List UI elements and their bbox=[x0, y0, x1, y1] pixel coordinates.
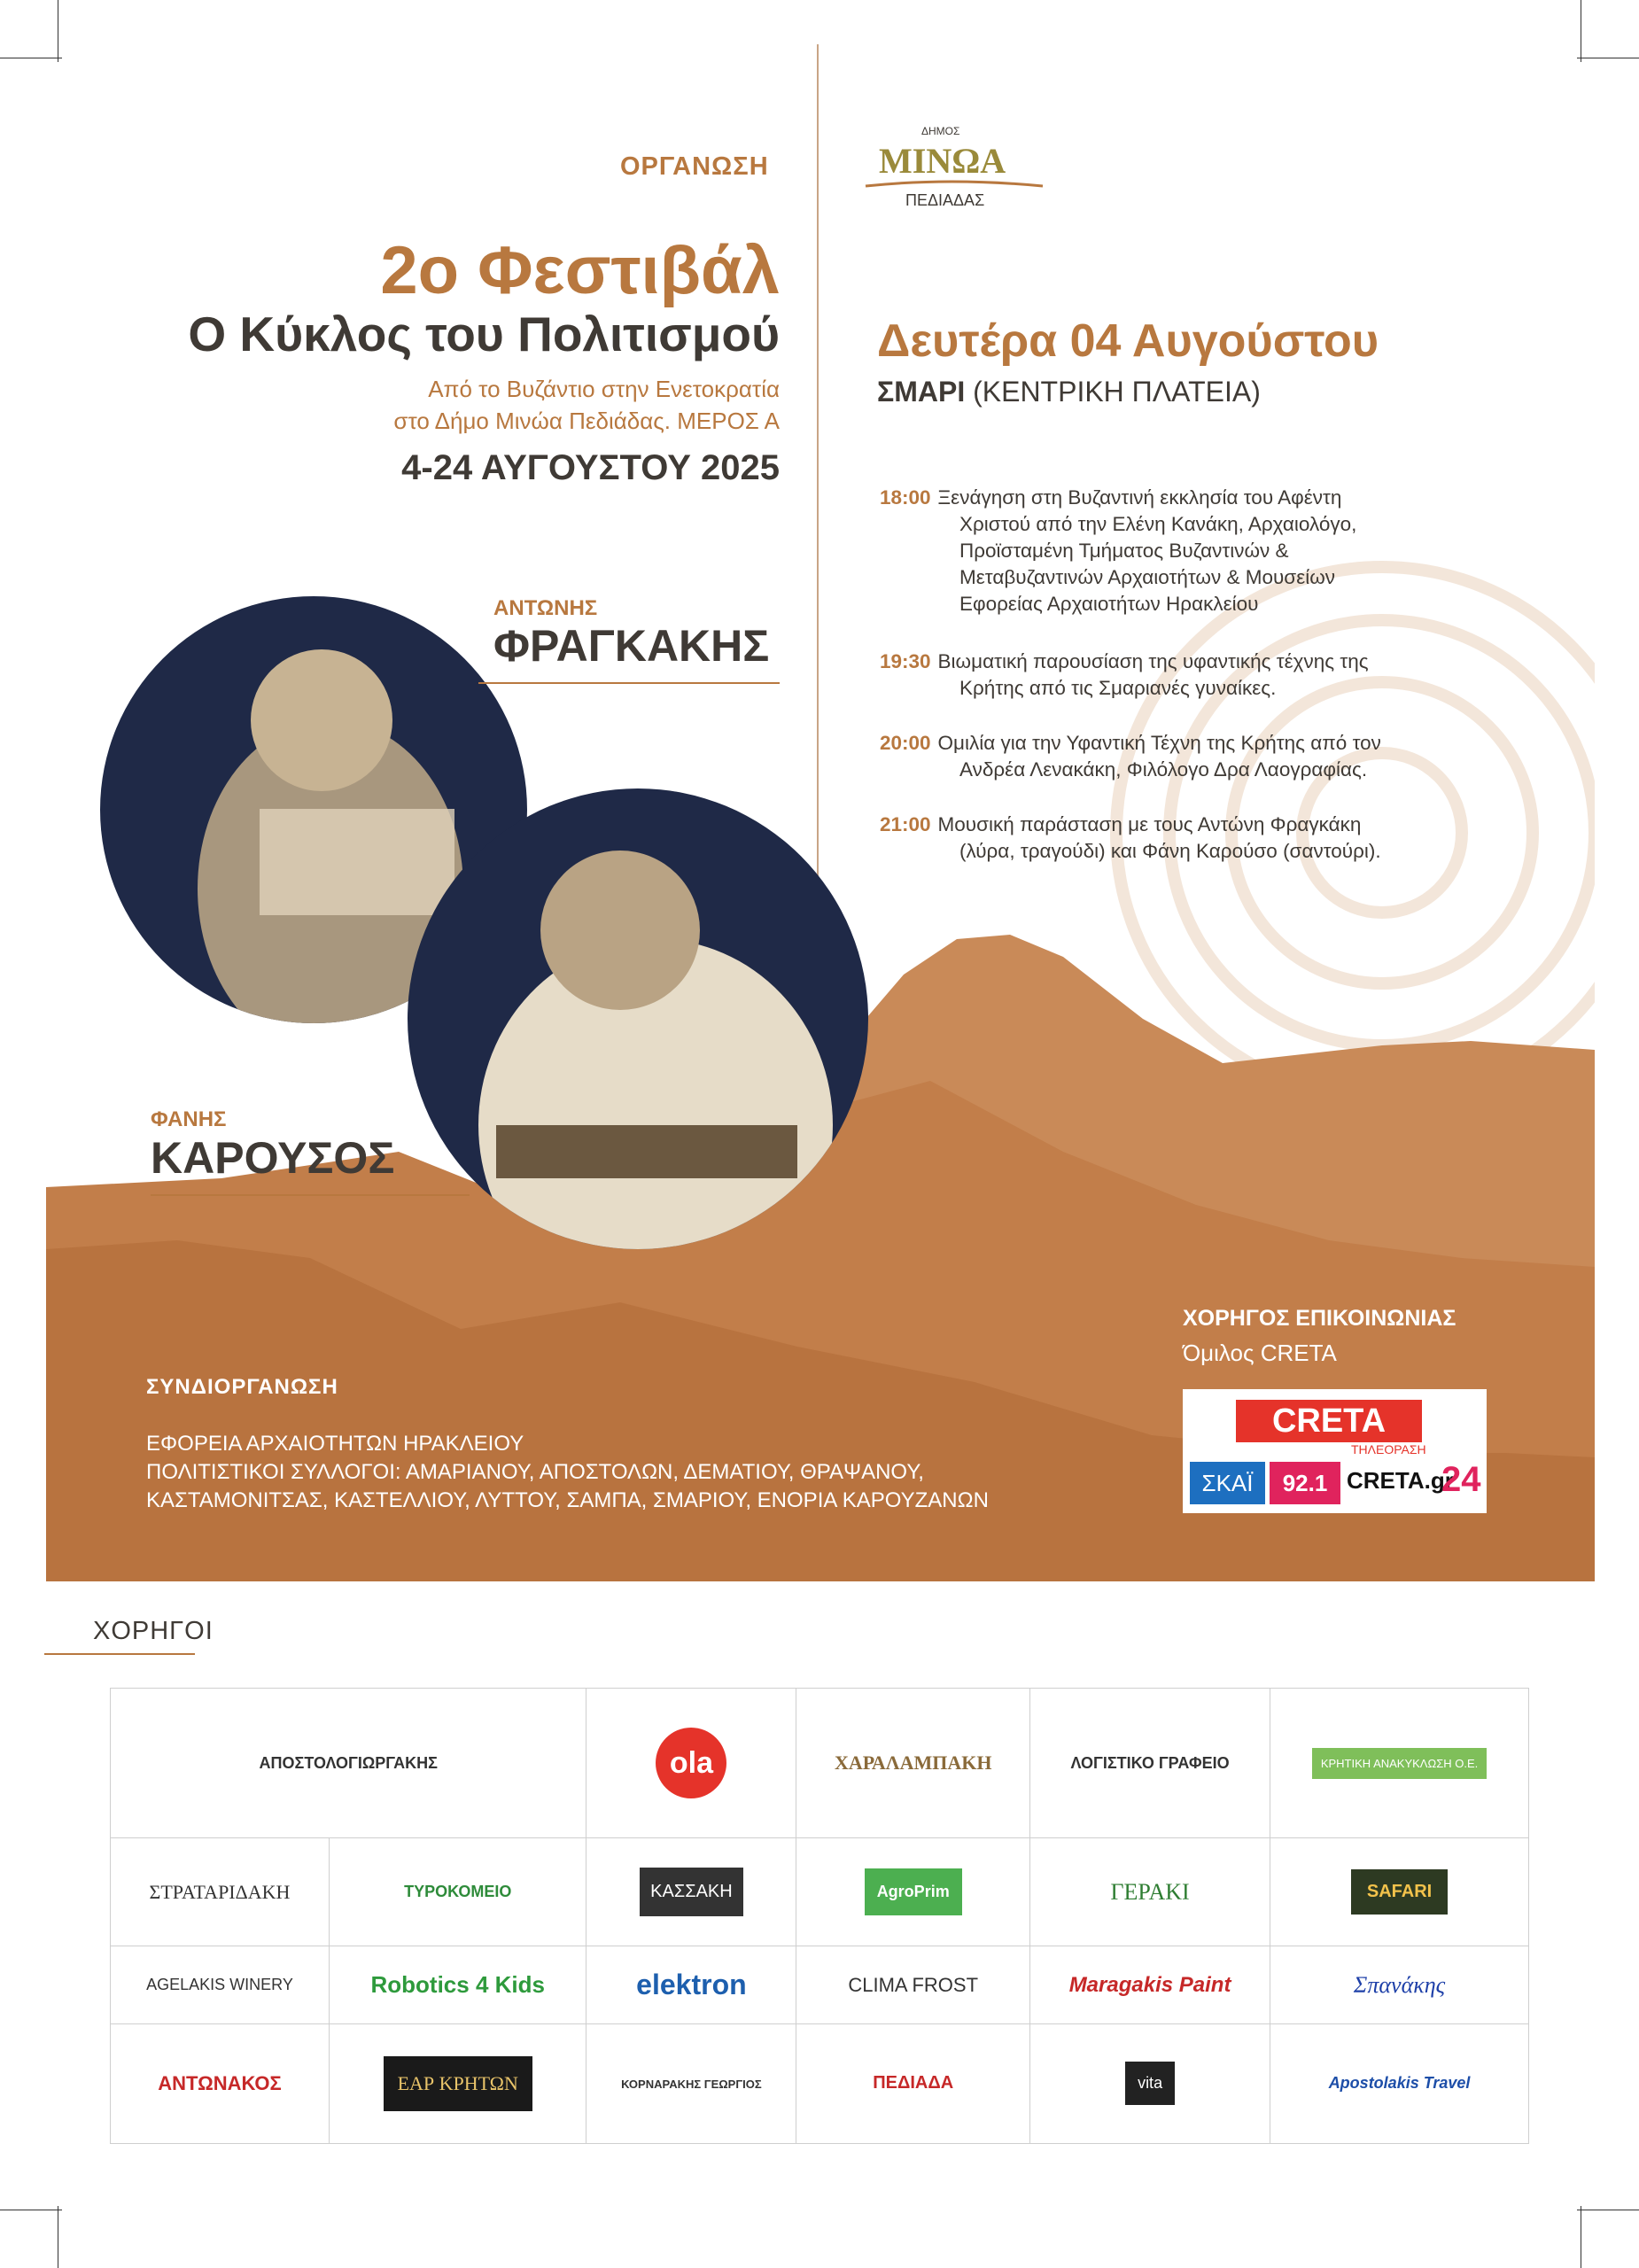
vertical-divider bbox=[817, 44, 819, 877]
schedule-item bbox=[880, 812, 1482, 865]
sponsors-underline bbox=[44, 1653, 195, 1655]
festival-title-line2: Ο Κύκλος του Πολιτισμού bbox=[188, 307, 780, 361]
event-day: Δευτέρα 04 Αυγούστου bbox=[877, 315, 1379, 367]
sponsor-logo: vita bbox=[1030, 2023, 1270, 2143]
sponsor-logo: ΑΝΤΩΝΑΚΟΣ bbox=[111, 2023, 330, 2143]
sponsor-logo: ΓΕΡΑΚΙ bbox=[1030, 1838, 1270, 1946]
sponsors-row bbox=[111, 1838, 1529, 1946]
sponsor-logo: ΛΟΓΙΣΤΙΚΟ ΓΡΑΦΕΙΟ bbox=[1030, 1689, 1270, 1838]
coorganisers-line: ΚΑΣΤΑΜΟΝΙΤΣΑΣ, ΚΑΣΤΕΛΛΙΟΥ, ΛΥΤΤΟΥ, ΣΑΜΠΑ, ΣΜΑΡΙΟΥ, ΕΝΟΡΙΑ ΚΑΡΟΥΖΑΝΩΝ bbox=[146, 1488, 989, 1512]
schedule-text: Προϊσταμένη Τμήματος Βυζαντινών & bbox=[959, 540, 1289, 562]
sponsor-logo: ΣΤΡΑΤΑΡΙΔΑΚΗ bbox=[111, 1838, 330, 1946]
coorganisers-heading: ΣΥΝΔΙΟΡΓΑΝΩΣΗ bbox=[146, 1375, 338, 1399]
artist2-last-name: ΚΑΡΟΥΣΟΣ bbox=[151, 1133, 395, 1183]
sponsor-logo: Apostolakis Travel bbox=[1270, 2023, 1529, 2143]
sponsor-logo: AgroPrim bbox=[796, 1838, 1030, 1946]
schedule-text: Ξενάγηση στη Βυζαντινή εκκλησία του Αφέντη bbox=[937, 486, 1342, 509]
sponsor-logo: ΧΑΡΑΛΑΜΠΑΚΗ bbox=[796, 1689, 1030, 1838]
coorganisers-line: ΠΟΛΙΤΙΣΤΙΚΟΙ ΣΥΛΛΟΓΟΙ: ΑΜΑΡΙΑΝΟΥ, ΑΠΟΣΤΟΛΩΝ, ΔΕΜΑΤΙΟΥ, ΘΡΑΨΑΝΟΥ, bbox=[146, 1460, 924, 1484]
event-venue: (ΚΕΝΤΡΙΚΗ ΠΛΑΤΕΙΑ) bbox=[973, 376, 1261, 408]
sponsor-logo: ΤΥΡΟΚΟΜΕΙΟ bbox=[330, 1838, 586, 1946]
creta-tv-sub: ΤΗΛΕΟΡΑΣΗ bbox=[1351, 1442, 1426, 1456]
sponsor-logo: ΕΑΡ ΚΡΗΤΩΝ bbox=[330, 2023, 586, 2143]
media-sponsor-name: Όμιλος CRETA bbox=[1183, 1340, 1337, 1366]
artist1-underline bbox=[478, 682, 780, 684]
schedule-text: Μεταβυζαντινών Αρχαιοτήτων & Μουσείων bbox=[959, 566, 1336, 588]
schedule-item bbox=[880, 649, 1482, 702]
organiser-label: ΟΡΓΑΝΩΣΗ bbox=[620, 152, 769, 181]
artist2-underline bbox=[151, 1194, 470, 1196]
sponsor-logo: ΚΟΡΝΑΡΑΚΗΣ ΓΕΩΡΓΙΟΣ bbox=[586, 2023, 796, 2143]
schedule-text: Ανδρέα Λενακάκη, Φιλόλογο Δρα Λαογραφίας. bbox=[959, 758, 1368, 781]
schedule-text: Μουσική παράσταση με τους Αντώνη Φραγκάκη bbox=[937, 813, 1362, 835]
schedule-text: Εφορείας Αρχαιοτήτων Ηρακλείου bbox=[959, 593, 1259, 615]
sponsor-logo: ΑΠΟΣΤΟΛΟΓΙΩΡΓΑΚΗΣ bbox=[111, 1689, 586, 1838]
sponsor-logo: ΠΕΔΙΑΔΑ bbox=[796, 2023, 1030, 2143]
skai-logo: ΣΚΑΪ bbox=[1190, 1462, 1265, 1504]
media-sponsor-heading: ΧΟΡΗΓΟΣ ΕΠΙΚΟΙΝΩΝΙΑΣ bbox=[1183, 1306, 1456, 1331]
artist1-last-name: ΦΡΑΓΚΑΚΗΣ bbox=[493, 621, 770, 671]
schedule-text: Βιωματική παρουσίαση της υφαντικής τέχνης της bbox=[937, 650, 1369, 672]
sponsor-logo: Maragakis Paint bbox=[1030, 1946, 1270, 2024]
sponsor-logo: CLIMA FROST bbox=[796, 1946, 1030, 2024]
sponsor-logo: Σπανάκης bbox=[1270, 1946, 1529, 2024]
schedule-time: 18:00 bbox=[880, 486, 931, 509]
creta-media-logo bbox=[1183, 1389, 1487, 1513]
schedule-text: Ομιλία για την Υφαντική Τέχνη της Κρήτης από τον bbox=[937, 732, 1381, 754]
schedule-text: Χριστού από την Ελένη Κανάκη, Αρχαιολόγο, bbox=[959, 513, 1357, 535]
schedule-text: Κρήτης από τις Σμαριανές γυναίκες. bbox=[959, 677, 1277, 699]
sponsor-logo: SAFARI bbox=[1270, 1838, 1529, 1946]
event-village: ΣΜΑΡΙ bbox=[877, 376, 966, 408]
festival-title-line1: 2ο Φεστιβάλ bbox=[380, 233, 780, 308]
sponsor-logo: elektron bbox=[586, 1946, 796, 2024]
sponsors-row bbox=[111, 1689, 1529, 1838]
radio-logo: 92.1 bbox=[1270, 1462, 1340, 1504]
coorganisers-line: ΕΦΟΡΕΙΑ ΑΡΧΑΙΟΤΗΤΩΝ ΗΡΑΚΛΕΙΟΥ bbox=[146, 1432, 524, 1456]
schedule-time: 21:00 bbox=[880, 813, 931, 835]
schedule-text: (λύρα, τραγούδι) και Φάνη Καρούσο (σαντούρι). bbox=[959, 840, 1381, 862]
creta-gr-logo: CRETA.gr bbox=[1347, 1467, 1454, 1494]
sponsors-row bbox=[111, 2023, 1529, 2143]
sponsor-logo: Robotics 4 Kids bbox=[330, 1946, 586, 2024]
sponsors-title: ΧΟΡΗΓΟΙ bbox=[93, 1617, 214, 1645]
festival-subtitle-line2: στο Δήμο Μινώα Πεδιάδας. ΜΕΡΟΣ Α bbox=[393, 408, 780, 434]
logo-main-text: ΜΙΝΩΑ bbox=[879, 141, 1006, 181]
artist1-first-name: ΑΝΤΩΝΗΣ bbox=[493, 596, 598, 620]
schedule-time: 19:30 bbox=[880, 650, 931, 672]
sponsor-logo: ΚΑΣΣΑΚΗ bbox=[586, 1838, 796, 1946]
sponsor-logo: ΚΡΗΤΙΚΗ ΑΝΑΚΥΚΛΩΣΗ Ο.Ε. bbox=[1270, 1689, 1529, 1838]
festival-dates: 4-24 ΑΥΓΟΥΣΤΟΥ 2025 bbox=[401, 448, 780, 487]
festival-subtitle-line1: Από το Βυζάντιο στην Ενετοκρατία bbox=[428, 376, 780, 402]
sponsors-row bbox=[111, 1946, 1529, 2024]
sponsor-logo: AGELAKIS WINERY bbox=[111, 1946, 330, 2024]
artist-photo-karousos bbox=[408, 788, 868, 1249]
artist2-first-name: ΦΑΝΗΣ bbox=[151, 1107, 227, 1131]
event-place bbox=[877, 376, 1261, 408]
sponsor-logo: ola bbox=[586, 1689, 796, 1838]
logo-top-text: ΔΗΜΟΣ bbox=[921, 125, 960, 137]
sponsors-grid bbox=[110, 1688, 1529, 2144]
municipality-logo bbox=[861, 115, 1052, 213]
creta-tv-logo: CRETA bbox=[1236, 1400, 1422, 1442]
schedule-item bbox=[880, 485, 1482, 617]
logo-bottom-text: ΠΕΔΙΑΔΑΣ bbox=[905, 191, 985, 209]
schedule-item bbox=[880, 730, 1482, 783]
schedule-time: 20:00 bbox=[880, 732, 931, 754]
creta-gr-number: 24 bbox=[1441, 1460, 1481, 1499]
